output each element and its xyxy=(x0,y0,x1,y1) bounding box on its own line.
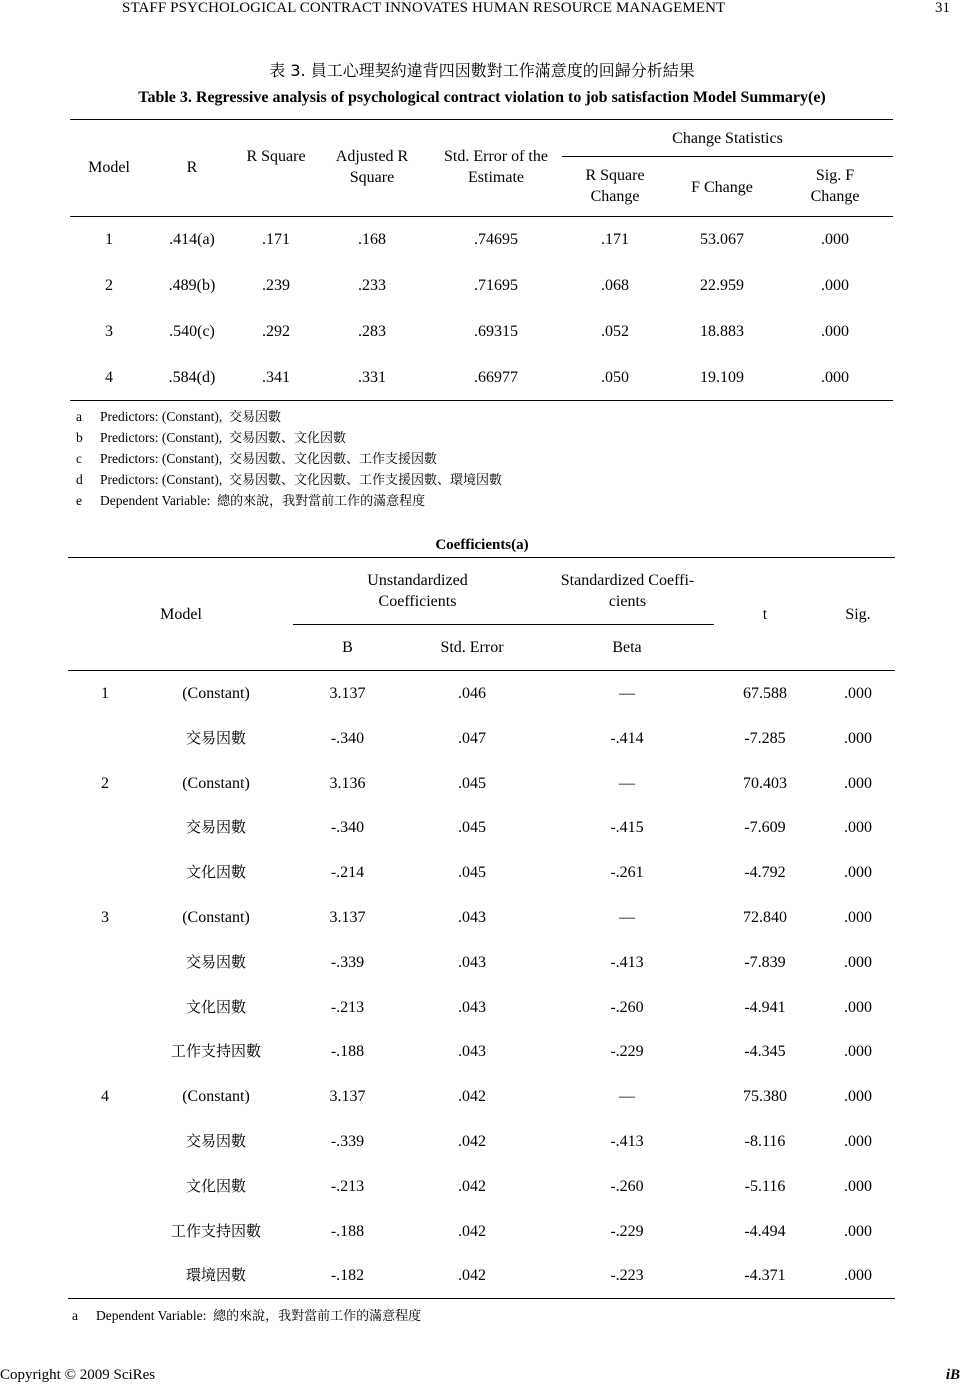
coef-cell: 70.403 xyxy=(743,774,787,792)
coef-cell: -4.371 xyxy=(744,1267,786,1285)
running-title: STAFF PSYCHOLOGICAL CONTRACT INNOVATES HUMAN RESOURCE MANAGEMENT xyxy=(122,0,726,16)
coef-cell: -.413 xyxy=(610,953,644,971)
summary-cell: .000 xyxy=(821,277,849,294)
summary-cell: 53.067 xyxy=(700,231,744,248)
coef-cell: .000 xyxy=(844,774,872,792)
coef-cell: 3.137 xyxy=(329,909,366,926)
page-number: 31 xyxy=(935,0,950,16)
table-bottom-rule xyxy=(70,400,893,401)
header-std-error-estimate: Std. Error of the Estimate xyxy=(444,148,548,186)
summary-cell: .233 xyxy=(358,277,386,294)
coef-cell: -.340 xyxy=(330,729,365,747)
coef-cell: .000 xyxy=(844,1177,872,1195)
summary-cell: .171 xyxy=(601,231,629,248)
summary-cell: 22.959 xyxy=(700,277,744,294)
coef-cell: .042 xyxy=(458,1222,486,1240)
summary-cell: 2 xyxy=(105,277,113,294)
header-sig-f-change: Sig. F Change xyxy=(810,167,860,205)
coef-variable-name: (Constant) xyxy=(182,774,250,792)
coef-header-sig: Sig. xyxy=(845,606,871,623)
running-head xyxy=(0,0,964,20)
coef-cell: .000 xyxy=(844,864,872,882)
coef-cell: -5.116 xyxy=(744,1177,786,1195)
header-f-change: F Change xyxy=(691,179,753,196)
header-change-statistics: Change Statistics xyxy=(672,130,783,147)
coef-variable-name: 環境因數 xyxy=(185,1266,246,1285)
coef-variable-name: (Constant) xyxy=(182,1088,250,1106)
table-top-rule xyxy=(70,119,893,120)
coef-cell: .000 xyxy=(844,1267,872,1285)
journal-mark: iB xyxy=(945,1367,960,1383)
coef-variable-name: 文化因數 xyxy=(185,863,246,882)
summary-cell: .69315 xyxy=(474,323,518,340)
coef-variable-name: 文化因數 xyxy=(185,1176,246,1195)
coef-cell: .000 xyxy=(844,909,872,926)
coef-header-std-error: Std. Error xyxy=(440,639,504,656)
summary-cell: .540(c) xyxy=(169,323,215,340)
coef-note-label: a xyxy=(72,1308,78,1323)
coef-cell: 72.840 xyxy=(743,909,787,926)
coef-cell: .046 xyxy=(458,685,486,702)
coef-cell: -8.116 xyxy=(744,1133,786,1150)
coef-cell: -7.839 xyxy=(744,953,786,971)
coef-cell: -.339 xyxy=(330,953,365,971)
coef-cell: -.229 xyxy=(610,1222,644,1240)
summary-cell: 4 xyxy=(105,369,113,386)
header-bottom-rule xyxy=(70,216,893,217)
coef-cell: -4.494 xyxy=(744,1222,786,1240)
coef-header-t: t xyxy=(762,606,768,623)
summary-cell: 1 xyxy=(105,231,113,248)
coefficients-title: Coefficients(a) xyxy=(435,537,529,553)
summary-note-cn: 交易因數、文化因數 xyxy=(228,431,346,446)
coef-cell: .000 xyxy=(844,729,872,747)
coef-cell: .042 xyxy=(458,1088,486,1106)
summary-note-en: Predictors: (Constant), xyxy=(100,409,223,424)
coef-cell: .000 xyxy=(844,1043,872,1061)
coef-cell: -.339 xyxy=(330,1133,365,1150)
coef-note-cn: 總的來說，我對當前工作的滿意程度 xyxy=(213,1309,422,1324)
summary-cell: .000 xyxy=(821,369,849,386)
summary-note-en: Dependent Variable: xyxy=(100,493,211,508)
coef-cell: 3.137 xyxy=(329,685,366,702)
summary-note-label: e xyxy=(76,493,82,508)
coef-cell: -.229 xyxy=(610,1043,644,1061)
copyright-text: Copyright © 2009 SciRes xyxy=(0,1367,156,1383)
coef-cell: .047 xyxy=(458,729,486,747)
coef-cell: 3.137 xyxy=(329,1088,366,1106)
coef-cell: .043 xyxy=(458,1043,486,1061)
coef-top-rule xyxy=(68,557,895,558)
summary-cell: .283 xyxy=(358,323,386,340)
summary-cell: .050 xyxy=(601,369,629,386)
summary-note-label: a xyxy=(76,409,82,424)
coef-header-beta: Beta xyxy=(612,639,642,656)
summary-cell: .239 xyxy=(262,277,290,294)
coef-cell: 1 xyxy=(101,685,109,702)
coef-cell: -4.345 xyxy=(744,1043,786,1061)
coef-bottom-rule xyxy=(68,1298,895,1299)
coef-header-b: B xyxy=(342,639,353,656)
coef-cell: -.260 xyxy=(610,998,644,1016)
coef-variable-name: 交易因數 xyxy=(185,952,246,971)
coef-cell: -7.285 xyxy=(744,729,786,747)
coef-cell: .042 xyxy=(458,1267,486,1285)
coef-header-standardized: Standardized Coeffi- cients xyxy=(560,572,695,610)
coef-cell: -.413 xyxy=(610,1133,644,1150)
coef-cell: .000 xyxy=(844,1133,872,1150)
summary-cell: .292 xyxy=(262,323,290,340)
coef-cell: .043 xyxy=(458,998,486,1016)
summary-cell: .71695 xyxy=(474,277,518,294)
coef-cell: .045 xyxy=(458,864,486,882)
coef-variable-name: (Constant) xyxy=(182,909,250,926)
coef-cell: -.213 xyxy=(330,1177,365,1195)
coef-variable-name: (Constant) xyxy=(182,685,250,702)
coef-header-model: Model xyxy=(160,606,202,623)
summary-note xyxy=(76,407,281,428)
coef-header-unstandardized: Unstandardized Coefficients xyxy=(367,572,468,610)
summary-note xyxy=(76,428,346,449)
coef-cell: .043 xyxy=(458,953,486,971)
coef-cell: — xyxy=(619,909,635,926)
coef-cell: .043 xyxy=(458,909,486,926)
summary-note-label: c xyxy=(76,451,82,466)
change-stats-rule xyxy=(562,156,893,157)
coef-cell: — xyxy=(619,774,635,792)
summary-cell: .000 xyxy=(821,323,849,340)
header-model: Model xyxy=(88,159,130,176)
coef-cell: — xyxy=(619,1088,635,1106)
summary-note xyxy=(76,491,425,512)
coef-variable-name: 文化因數 xyxy=(185,997,246,1016)
coef-cell: 3.136 xyxy=(329,774,366,792)
summary-cell: .489(b) xyxy=(168,277,216,294)
summary-cell: 18.883 xyxy=(700,323,744,340)
summary-cell: .068 xyxy=(601,277,629,294)
coef-cell: -.340 xyxy=(330,819,365,837)
coef-cell: .000 xyxy=(844,1088,872,1106)
coef-cell: 4 xyxy=(101,1088,109,1106)
coef-cell: .000 xyxy=(844,819,872,837)
coef-cell: .000 xyxy=(844,685,872,702)
summary-cell: .331 xyxy=(358,369,386,386)
summary-cell: .584(d) xyxy=(168,369,216,386)
summary-note-en: Predictors: (Constant), xyxy=(100,472,223,487)
coef-cell: .042 xyxy=(458,1177,486,1195)
summary-note-label: d xyxy=(76,472,83,487)
summary-note-en: Predictors: (Constant), xyxy=(100,451,223,466)
coef-cell: -.223 xyxy=(610,1267,644,1285)
coef-cell: -.214 xyxy=(330,864,365,882)
coef-variable-name: 交易因數 xyxy=(185,1132,246,1150)
summary-cell: .000 xyxy=(821,231,849,248)
summary-cell: .414(a) xyxy=(169,231,215,248)
coef-variable-name: 交易因數 xyxy=(185,728,246,747)
coef-cell: 67.588 xyxy=(743,685,787,702)
summary-cell: .74695 xyxy=(474,231,518,248)
header-r-square: R Square xyxy=(246,148,306,165)
coef-cell: -.182 xyxy=(330,1267,365,1285)
header-r-square-change: R Square Change xyxy=(585,167,645,205)
coef-cell: -.188 xyxy=(330,1043,365,1061)
summary-note-en: Predictors: (Constant), xyxy=(100,430,223,445)
summary-cell: .168 xyxy=(358,231,386,248)
coef-cell: -.414 xyxy=(610,729,644,747)
coef-cell: -.261 xyxy=(610,864,644,882)
coef-note-en: Dependent Variable: xyxy=(96,1308,207,1323)
table-caption-english: Table 3. Regressive analysis of psychological contract violation to job satisfaction Model Summary(e) xyxy=(138,89,826,106)
coef-cell: 3 xyxy=(101,909,109,926)
coef-cell: -7.609 xyxy=(744,819,786,837)
summary-cell: .66977 xyxy=(474,369,518,386)
coef-cell: -.260 xyxy=(610,1177,644,1195)
summary-cell: .171 xyxy=(262,231,290,248)
coef-cell: — xyxy=(619,685,635,702)
coef-cell: 2 xyxy=(101,774,109,792)
summary-note-cn: 交易因數、文化因數、工作支援因數 xyxy=(228,452,437,467)
coef-cell: -.415 xyxy=(610,819,644,837)
coef-cell: .042 xyxy=(458,1133,486,1150)
summary-note-cn: 交易因數 xyxy=(228,410,281,425)
coef-cell: 75.380 xyxy=(743,1088,787,1106)
coef-cell: .000 xyxy=(844,998,872,1016)
coef-note xyxy=(72,1306,421,1327)
coef-cell: .000 xyxy=(844,953,872,971)
header-r: R xyxy=(186,159,198,176)
summary-note-cn: 交易因數、文化因數、工作支援因數、環境因數 xyxy=(228,473,502,488)
header-adjusted-r-square: Adjusted R Square xyxy=(335,148,409,186)
summary-cell: .341 xyxy=(262,369,290,386)
summary-note-label: b xyxy=(76,430,83,445)
coef-cell: .045 xyxy=(458,774,486,792)
coef-variable-name: 工作支持因數 xyxy=(170,1042,261,1061)
coef-cell: -4.792 xyxy=(744,864,786,882)
coef-cell: .045 xyxy=(458,819,486,837)
coef-cell: -.188 xyxy=(330,1222,365,1240)
summary-note xyxy=(76,470,502,491)
summary-cell: 19.109 xyxy=(700,369,744,386)
coef-header-bottom-rule xyxy=(68,670,895,671)
coef-cell: .000 xyxy=(844,1222,872,1240)
coef-variable-name: 工作支持因數 xyxy=(170,1221,261,1240)
table-caption-chinese: 表 3. 員工心理契約違背四因數對工作滿意度的回歸分析結果 xyxy=(269,61,695,80)
summary-cell: .052 xyxy=(601,323,629,340)
coef-cell: -.213 xyxy=(330,998,365,1016)
summary-cell: 3 xyxy=(105,323,113,340)
coef-cell: -4.941 xyxy=(744,998,786,1016)
summary-note-cn: 總的來說，我對當前工作的滿意程度 xyxy=(217,494,426,509)
coef-sub-rule xyxy=(293,624,714,625)
summary-note xyxy=(76,449,437,470)
coef-variable-name: 交易因數 xyxy=(185,818,246,837)
